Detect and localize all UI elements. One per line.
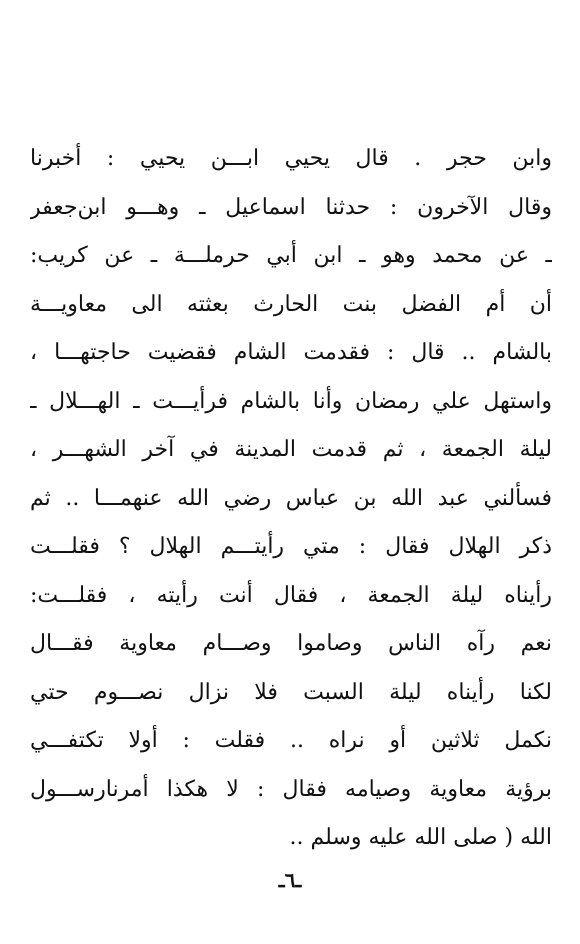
body-text	[30, 135, 552, 863]
text-line-8: فسألني عبد الله بن عباس رضي الله عنهمـــا .. ثم	[30, 485, 552, 511]
text-line-4: أن أم الفضل بنت الحارث بعثته الى معاويـــة	[30, 291, 552, 317]
text-line-6: واستهل علي رمضان وأنا بالشام فرأيـــت ـ الهـــلال ـ	[30, 388, 552, 414]
text-line-7: ليلة الجمعة ، ثم قدمت المدينة في آخر الشهـــر ،	[30, 437, 552, 462]
text-line-13: نكمل ثلاثين أو نراه .. فقلت : أولا تكتفـــي	[30, 728, 552, 753]
text-line-5: بالشام .. قال : فقدمت الشام فقضيت حاجتهـــا ،	[30, 340, 552, 365]
text-line-14: برؤية معاوية وصيامه فقال : لا هكذا أمرنارســـول	[30, 776, 552, 802]
text-line-3: ـ عن محمد وهو ـ ابن أبي حرملـــة ـ عن كريب:	[30, 243, 552, 268]
text-line-11: نعم رآه الناس وصاموا وصـــام معاوية فقـــال	[30, 631, 552, 656]
text-line-15: الله ( صلى الله عليه وسلم ..	[289, 825, 552, 850]
page-number: ـ٦ـ	[278, 868, 302, 892]
text-line-12: لكنا رأيناه ليلة السبت فلا نزال نصـــوم حتي	[30, 679, 552, 705]
text-line-2: وقال الآخرون : حدثنا اسماعيل ـ وهـــو ابن‌جعفر	[30, 194, 552, 220]
text-line-10: رأيناه ليلة الجمعة ، فقال أنت رأيته ، فقلـــت:	[30, 582, 552, 608]
text-line-1: وابن حجر . قال يحيي ابـــن يحيي : أخبرنا	[30, 146, 552, 171]
text-line-9: ذكر الهلال فقال : متي رأيتـــم الهلال ؟ فقلـــت	[30, 534, 552, 559]
